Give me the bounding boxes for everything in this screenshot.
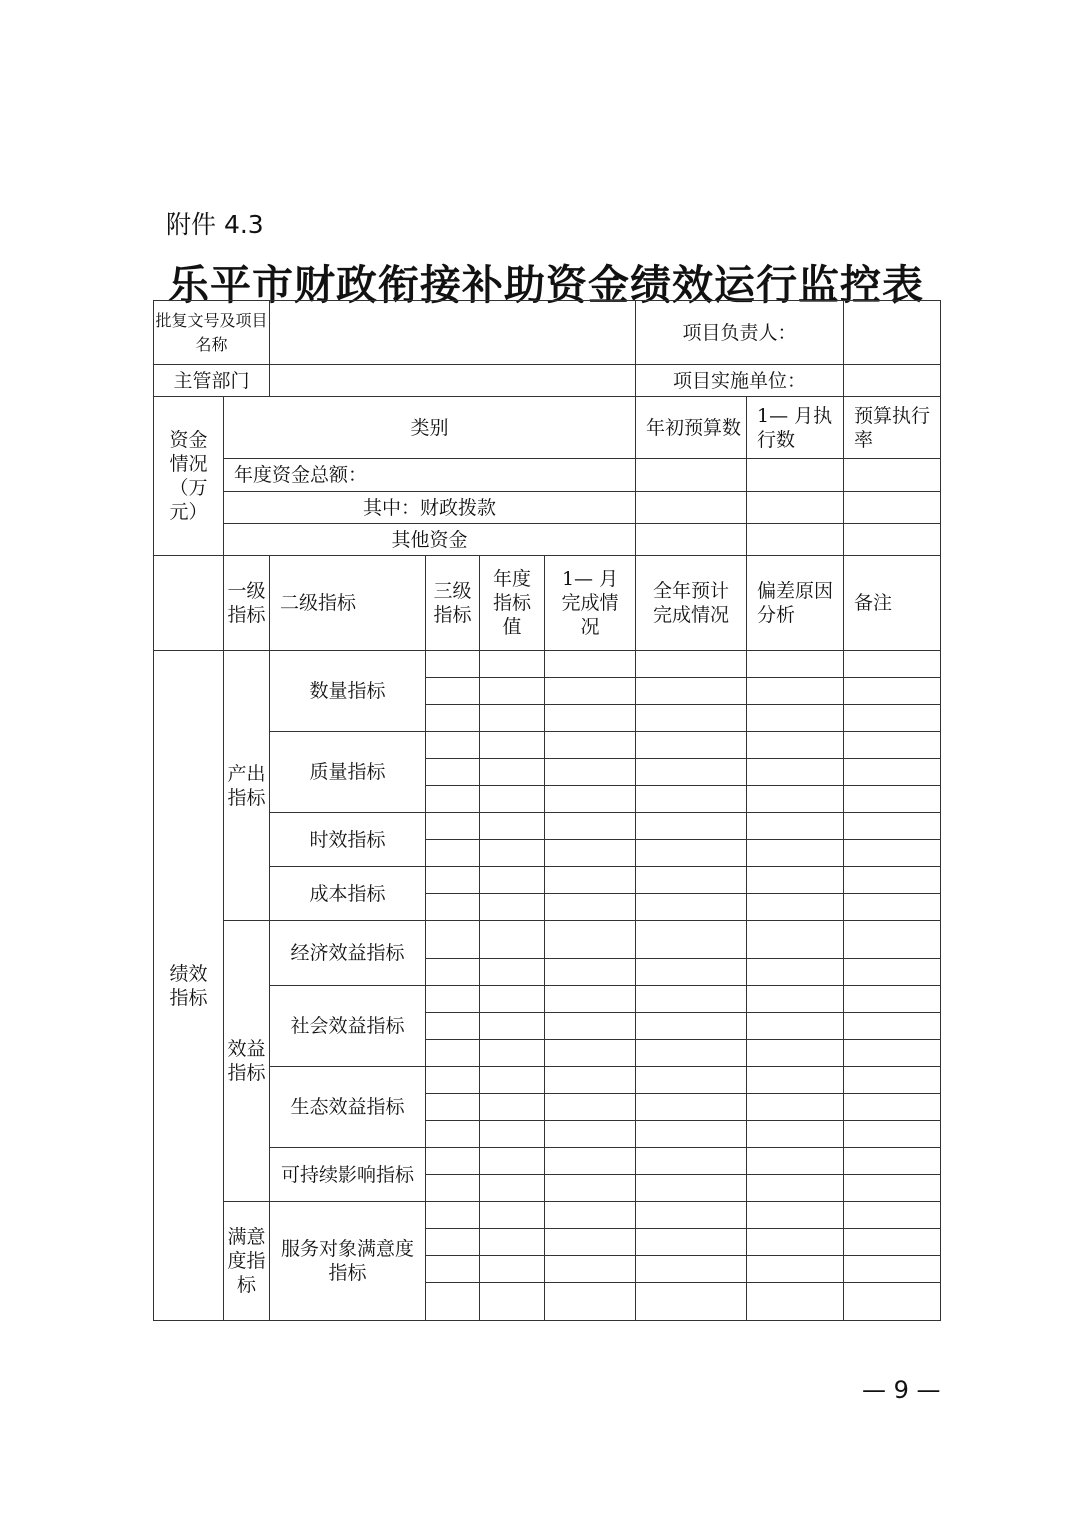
doc-name-value[interactable] — [270, 301, 636, 365]
exec-label: 1— 月执行数 — [747, 397, 844, 459]
other-budget-cell[interactable] — [636, 524, 747, 556]
col-deviation: 偏差原因分析 — [747, 556, 844, 651]
col-forecast: 全年预计完成情况 — [636, 556, 747, 651]
responsible-value[interactable] — [844, 301, 941, 365]
funds-section-label: 资金情况（万元） — [154, 397, 224, 556]
fiscal-rate-cell[interactable] — [844, 492, 941, 524]
fiscal-budget-cell[interactable] — [636, 492, 747, 524]
quality-label: 质量指标 — [270, 732, 426, 813]
total-budget-cell[interactable] — [636, 459, 747, 492]
impl-unit-value[interactable] — [844, 365, 941, 397]
fiscal-exec-cell[interactable] — [747, 492, 844, 524]
dept-label: 主管部门 — [154, 365, 270, 397]
other-rate-cell[interactable] — [844, 524, 941, 556]
responsible-label: 项目负责人： — [636, 301, 844, 365]
category-label: 类别 — [224, 397, 636, 459]
page-title: 乐平市财政衔接补助资金绩效运行监控表 — [168, 261, 924, 309]
col-level2: 二级指标 — [270, 556, 426, 651]
col-done: 1— 月完成情况 — [545, 556, 636, 651]
other-funds-label: 其他资金 — [224, 524, 636, 556]
page-number: — 9 — — [862, 1376, 941, 1404]
ecological-label: 生态效益指标 — [270, 1067, 426, 1148]
sustainable-label: 可持续影响指标 — [270, 1148, 426, 1202]
impl-unit-label: 项目实施单位： — [636, 365, 844, 397]
monitoring-table — [153, 300, 941, 1321]
total-rate-cell[interactable] — [844, 459, 941, 492]
budget-label: 年初预算数 — [636, 397, 747, 459]
doc-name-label: 批复文号及项目名称 — [154, 301, 270, 365]
cost-label: 成本指标 — [270, 867, 426, 921]
col-level1: 一级指标 — [224, 556, 270, 651]
timeliness-label: 时效指标 — [270, 813, 426, 867]
col-note: 备注 — [844, 556, 941, 651]
benefit-label: 效益指标 — [224, 921, 270, 1202]
social-label: 社会效益指标 — [270, 986, 426, 1067]
output-label: 产出指标 — [224, 651, 270, 921]
quantity-label: 数量指标 — [270, 651, 426, 732]
attachment-label: 附件 4.3 — [166, 210, 264, 239]
dept-value[interactable] — [270, 365, 636, 397]
perf-label: 绩效指标 — [154, 651, 224, 1321]
total-exec-cell[interactable] — [747, 459, 844, 492]
other-exec-cell[interactable] — [747, 524, 844, 556]
fiscal-funds-label: 其中：财政拨款 — [224, 492, 636, 524]
rate-label: 预算执行率 — [844, 397, 941, 459]
economic-label: 经济效益指标 — [270, 921, 426, 986]
col-annual: 年度指标值 — [480, 556, 545, 651]
blank-header-cell — [154, 556, 224, 651]
service-label: 服务对象满意度指标 — [270, 1202, 426, 1321]
col-level3: 三级指标 — [426, 556, 480, 651]
satisfaction-label: 满意度指标 — [224, 1202, 270, 1321]
total-funds-label: 年度资金总额： — [224, 459, 636, 492]
